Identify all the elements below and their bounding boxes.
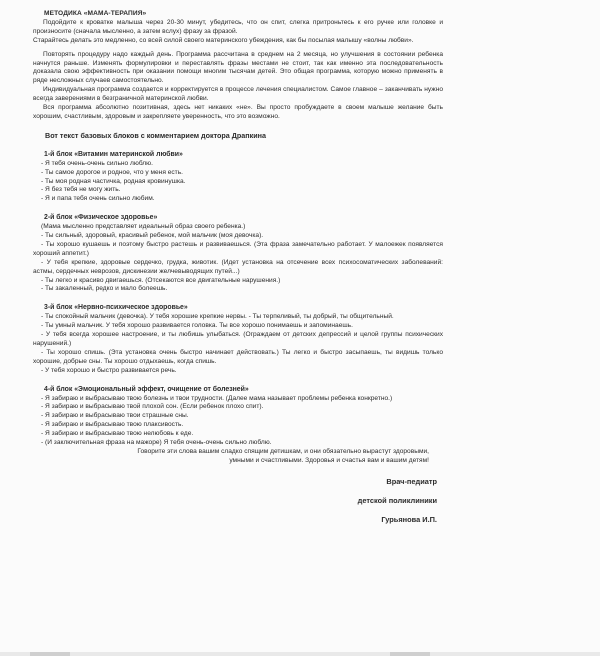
block-line: - Я и папа тебя очень сильно любим.	[41, 195, 155, 203]
signature-line: Врач-педиатр	[386, 476, 437, 486]
footer-mark-right	[390, 652, 430, 656]
block-line: - У тебя крепкие, здоровые сердечко, грудка, животик. (Идет установка на отсечение всех психосоматических заболеваний: астмы, сердечных неврозов, дискинезии желчевыводящих путей...)	[33, 258, 443, 275]
intro-paragraph: Подойдите к кроватке малыша через 20-30 минут, убедитесь, что он спит, слегка притроньтесь к его ручке или головке и произносите (сначала мысленно, а затем вслух) фразу за фразой.	[33, 18, 443, 35]
body-paragraph: Вся программа абсолютно позитивная, здесь нет никаких «не». Вы просто пробуждаете в своем малыше желание быть хорошим, счастливым, здоровым и закрепляете уверенность, что это возможно.	[33, 104, 443, 120]
block-line: - Я забираю и выбрасываю твою болезнь и твои трудности. (Далее мама называет проблемы ребенка конкретно.)	[41, 394, 393, 402]
block-title: 2-й блок «Физическое здоровье»	[44, 214, 158, 222]
intro-paragraph: Старайтесь делать это медленно, со всей силой своего материнского убеждения, как бы посылая малышу «волны любви».	[33, 36, 414, 44]
block-line: - Ты самое дорогое и родное, что у меня есть.	[41, 168, 183, 176]
block-line: (Мама мысленно представляет идеальный образ своего ребенка.)	[41, 223, 246, 231]
body-paragraph: Индивидуальная программа создается и корректируется в процессе лечения специалистом. Самое главное – заканчивать нужно всегда заверениями в безграничной материнской любви.	[33, 86, 443, 103]
block-title: 3-й блок «Нервно-психическое здоровье»	[44, 304, 188, 312]
document-body	[33, 10, 443, 529]
closing-line: Говорите эти слова вашим сладко спящим детишкам, и они обязательно вырастут здоровыми,	[137, 447, 429, 455]
block-3	[33, 304, 443, 375]
block-line: - Ты спокойный мальчик (девочка). У тебя хорошие крепкие нервы. - Ты терпеливый, ты добрый, ты общительный.	[41, 313, 394, 321]
block-line: - Я забираю и выбрасываю твои страшные сны.	[41, 412, 189, 420]
block-line: - Я забираю и выбрасываю твою нелюбовь к еде.	[41, 430, 194, 438]
block-title: 1-й блок «Витамин материнской любви»	[44, 150, 183, 158]
document-title: МЕТОДИКА «МАМА-ТЕРАПИЯ»	[44, 10, 147, 17]
block-line: - Ты умный мальчик. У тебя хорошо развивается головка. Ты все хорошо понимаешь и запоминаешь.	[41, 322, 353, 330]
block-line: - Ты хорошо кушаешь и поэтому быстро растешь и развиваешься. (Эта фраза замечательно работает. У малоежек появляется хороший аппетит.)	[33, 240, 443, 257]
block-line: - Я без тебя не могу жить.	[41, 186, 121, 194]
block-2	[33, 214, 443, 294]
block-line: - Ты сильный, здоровый, красивый ребенок, мой мальчик (моя девочка).	[41, 232, 264, 240]
block-line: - Ты легко и красиво двигаешься. (Отсекаются все двигательные нарушения.)	[41, 276, 281, 284]
block-line: - Я тебя очень-очень сильно люблю.	[41, 159, 153, 167]
block-line: - Ты хорошо спишь. (Эта установка очень быстро начинает действовать.) Ты легко и быстро засыпаешь, ты видишь только хорошие, добрые сны. Ты хорошо отдыхаешь, когда спишь.	[33, 348, 443, 365]
block-title: 4-й блок «Эмоциональный эффект, очищение от болезней»	[44, 385, 249, 393]
block-line: - Я забираю и выбрасываю твою плаксивость.	[41, 421, 184, 429]
section-subtitle: Вот текст базовых блоков с комментарием доктора Драпкина	[45, 130, 267, 140]
signature-line: Гурьянова И.П.	[381, 514, 437, 524]
footer-mark-left	[30, 652, 70, 656]
block-1	[33, 151, 443, 204]
block-line: - Ты закаленный, редко и мало болеешь.	[41, 285, 168, 293]
block-line: - Я забираю и выбрасываю твой плохой сон. (Если ребенок плохо спит).	[41, 403, 264, 411]
signature-line: детской поликлиники	[357, 495, 437, 505]
block-4	[33, 386, 443, 448]
page-bottom-edge	[0, 652, 600, 656]
block-line: - (И заключительная фраза на мажоре) Я тебя очень-очень сильно люблю.	[41, 439, 272, 447]
block-line: - У тебя хорошо и быстро развивается речь.	[41, 366, 177, 374]
closing-line: умными и счастливыми. Здоровья и счастья вам и вашим детям!	[229, 456, 429, 464]
body-paragraph: Повторять процедуру надо каждый день. Программа рассчитана в среднем на 2 месяца, но улучшения в состоянии ребенка начнутся раньше. Изменять формулировки и переставлять фразы местами не стоит, так как именно эта последовательность доказала свою эффективность при оказании помощи многим тысячам детей. Это общая программа, которую можно применять в ряде несложных случаев самостоятельно.	[33, 50, 443, 85]
signature	[33, 472, 443, 529]
block-line: - Ты моя родная частичка, родная кровинушка.	[41, 177, 186, 185]
block-line: - У тебя всегда хорошее настроение, и ты любишь улыбаться. (Ограждаем от детских депрессий и целой группы психических нарушений.)	[33, 331, 443, 347]
